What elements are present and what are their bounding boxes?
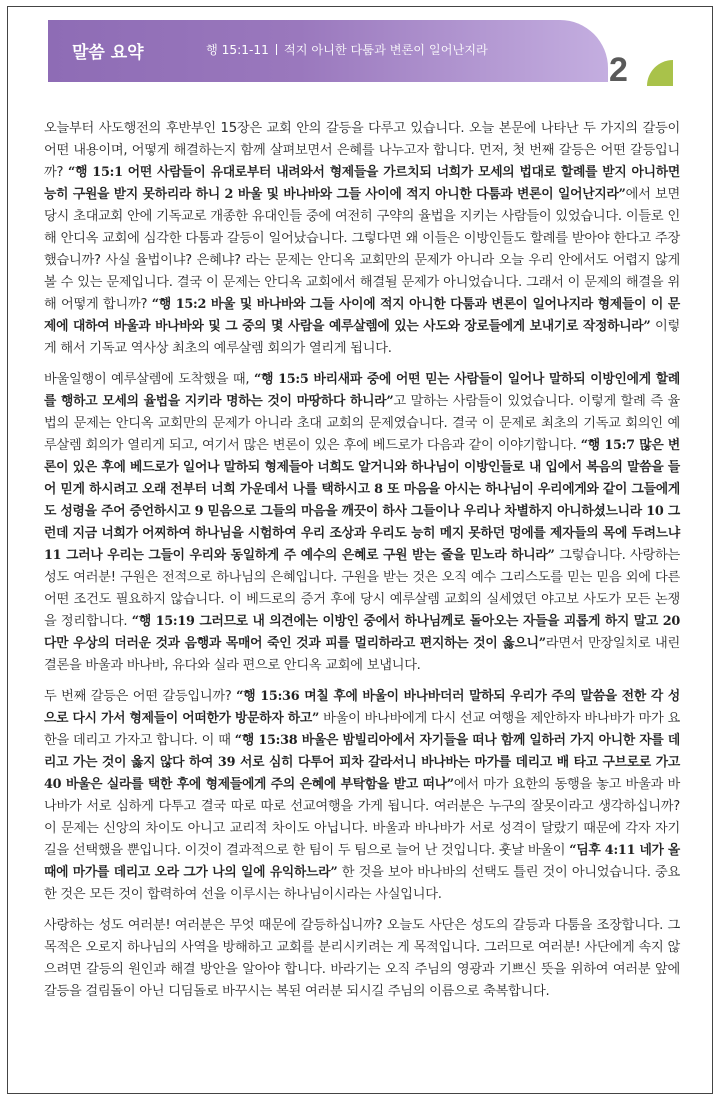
paragraph	[44, 686, 680, 906]
page-number: 2	[609, 51, 628, 89]
scripture-quote: “행 15:7 많은 변론이 있은 후에 베드로가 일어나 말하되 형제들아 너희도 알거니와 하나님이 이방인들로 내 입에서 복음의 말씀을 들어 믿게 하시려고 오래 전부터 너희 가운데서 나를 택하시고 8 또 마음을 아시는 하나님이 우리에게와 같이 그들에게도 성령을 주어 증언하시고 9 믿음으로 그들의 마음을 깨끗이 하사 그들이나 우리나 차별하지 아니하셨느니라 10 그런데 지금 너희가 어찌하여 하나님을 시험하여 우리 조상과 우리도 능히 메지 못하던 멍에를 제자들의 목에 두려느냐 11 그러나 우리는 그들이 우리와 동일하게 주 예수의 은혜로 구원 받는 줄을 믿노라 하니라”	[44, 438, 680, 563]
paragraph	[44, 369, 680, 677]
body-text: 바울일행이 예루살렘에 도착했을 때,	[44, 372, 254, 387]
body-text: 에서 보면 당시 초대교회 안에 기독교로 개종한 유대인들 중에 여전히 구약의 율법을 지키는 사람들이 있었습니다. 이들로 인해 안디옥 교회에 심각한 다툼과 갈등이 일어났습니다. 그렇다면 왜 이들은 이방인들도 할례를 받아야 한다고 주장했습니까? 사실 율법이냐? 은혜냐? 라는 문제는 안디옥 교회만의 문제가 아니라 오늘 우리 안에서도 어렵지 않게 볼 수 있는 문제입니다. 결국 이 문제는 안디옥 교회에서 해결될 문제가 아니었습니다. 그래서 이 문제의 해결을 위해 어떻게 합니까?	[44, 187, 680, 312]
scripture-quote: “행 15:36 며칠 후에 바울이 바나바더러 말하되 우리가 주의 말씀을 전한 각 성으로 다시 가서 형제들이 어떠한가 방문하자 하고”	[44, 689, 680, 726]
paragraph	[44, 118, 680, 360]
scripture-quote: “딤후 4:11 네가 올 때에 마가를 데리고 오라 그가 나의 일에 유익하느라”	[44, 843, 680, 880]
paragraph	[44, 915, 680, 1003]
body-text: 고 말하는 사람들이 있었습니다. 이렇게 할례 즉 율법의 문제는 안디옥 교회만의 문제가 아니라 초대 교회의 문제였습니다. 결국 이 문제로 최초의 기독교 회의인 예루살렘 회의가 열리게 되고, 여기서 많은 변론이 있은 후에 베드로가 다음과 같이 이야기합니다.	[44, 394, 680, 453]
body-text: 바울이 바나바에게 다시 선교 여행을 제안하자 바나바가 마가 요한을 데리고 가자고 합니다. 이 때	[44, 711, 681, 748]
body-text: 에서 마가 요한의 동행을 놓고 바울과 바나바가 서로 심하게 다투고 결국 따로 따로 선교여행을 가게 됩니다. 여러분은 누구의 잘못이라고 생각하십니까? 이 문제는 신앙의 차이도 아니고 교리적 차이도 아닙니다. 바울과 바나바가 서로 성격이 달랐기 때문에 각자 자기 길을 선택했을 뿐입니다. 이것이 결과적으로 한 팀이 두 팀으로 늘어 난 것입니다. 훗날 바울이	[44, 777, 680, 858]
sermon-body	[44, 118, 680, 1012]
section-title: 말씀 요약	[72, 43, 144, 63]
sermon-subtitle: 적지 아니한 다툼과 변론이 일어난지라	[283, 43, 488, 57]
header-banner	[48, 20, 608, 82]
scripture-quote: “행 15:1 어떤 사람들이 유대로부터 내려와서 형제들을 가르치되 너희가 모세의 법대로 할례를 받지 아니하면 능히 구원을 받지 못하리라 하니 2 바울 및 바나바와 그들 사이에 적지 아니한 다툼과 변론이 일어난지라”	[44, 165, 680, 202]
body-text: 그렇습니다. 사랑하는 성도 여러분! 구원은 전적으로 하나님의 은혜입니다. 구원을 받는 것은 오직 예수 그리스도를 믿는 믿음 외에 다른 어떤 조건도 필요하지 않습니다. 이 베드로의 증거 후에 당시 예루살렘 교회의 실세였던 야고보 사도가 모든 논쟁을 정리합니다.	[44, 548, 681, 629]
page-frame	[7, 6, 713, 1094]
scripture-heading	[206, 41, 488, 58]
body-text: 사랑하는 성도 여러분! 여러분은 무엇 때문에 갈등하십니까? 오늘도 사단은 성도의 갈등과 다툼을 조장합니다. 그 목적은 오로지 하나님의 사역을 방해하고 교회를 분리시키려는 게 목적입니다. 그러므로 여러분! 사단에게 속지 않으려면 갈등의 원인과 해결 방안을 알아야 합니다. 바라기는 오직 주님의 영광과 기쁘신 뜻을 위하여 여러분 앞에 갈등을 걸림돌이 아닌 디딤돌로 바꾸시는 복된 여러분 되시길 주님의 이름으로 축복합니다.	[44, 918, 680, 999]
body-text: 이렇게 해서 기독교 역사상 최초의 예루살렘 회의가 열리게 됩니다.	[44, 319, 680, 356]
leaf-decoration-icon	[647, 60, 673, 86]
scripture-quote: “행 15:2 바울 및 바나바와 그들 사이에 적지 아니한 다툼과 변론이 일어나지라 형제들이 이 문제에 대하여 바울과 바나바와 및 그 중의 몇 사람을 예루살렘에 있는 사도와 장로들에게 보내기로 작정하니라”	[44, 297, 680, 334]
body-text: 한 것을 보아 바나바의 선택도 틀린 것이 아니었습니다. 중요한 것은 모든 것이 합력하여 선을 이루시는 하나님이시라는 사실입니다.	[44, 865, 680, 902]
body-text: 라면서 만장일치로 내린 결론을 바울과 바나바, 유다와 실라 편으로 안디옥 교회에 보냅니다.	[44, 636, 680, 673]
scripture-quote: “행 15:5 바리새파 중에 어떤 믿는 사람들이 일어나 말하되 이방인에게 할례를 행하고 모세의 율법을 지키라 명하는 것이 마땅하다 하니라”	[44, 372, 680, 409]
scripture-reference: 행 15:1-11	[206, 43, 269, 57]
scripture-quote: “행 15:19 그러므로 내 의견에는 이방인 중에서 하나님께로 돌아오는 자들을 괴롭게 하지 말고 20 다만 우상의 더러운 것과 음행과 목매어 죽인 것과 피를 멀리하라고 편지하는 것이 옳으니”	[44, 614, 680, 651]
divider	[276, 44, 277, 55]
body-text: 오늘부터 사도행전의 후반부인 15장은 교회 안의 갈등을 다루고 있습니다. 오늘 본문에 나타난 두 가지의 갈등이 어떤 내용이며, 어떻게 해결하는지 함께 살펴보면서 은혜를 나누고자 합니다. 먼저, 첫 번째 갈등은 어떤 갈등입니까?	[44, 121, 680, 180]
scripture-quote: “행 15:38 바울은 밤빌리아에서 자기들을 떠나 함께 일하러 가지 아니한 자를 데리고 가는 것이 옳지 않다 하여 39 서로 심히 다투어 피차 갈라서니 바나바는 마가를 데리고 배 타고 구브로로 가고 40 바울은 실라를 택한 후에 형제들에게 주의 은혜에 부탁함을 받고 떠나”	[44, 733, 680, 792]
body-text: 두 번째 갈등은 어떤 갈등입니까?	[44, 689, 237, 704]
